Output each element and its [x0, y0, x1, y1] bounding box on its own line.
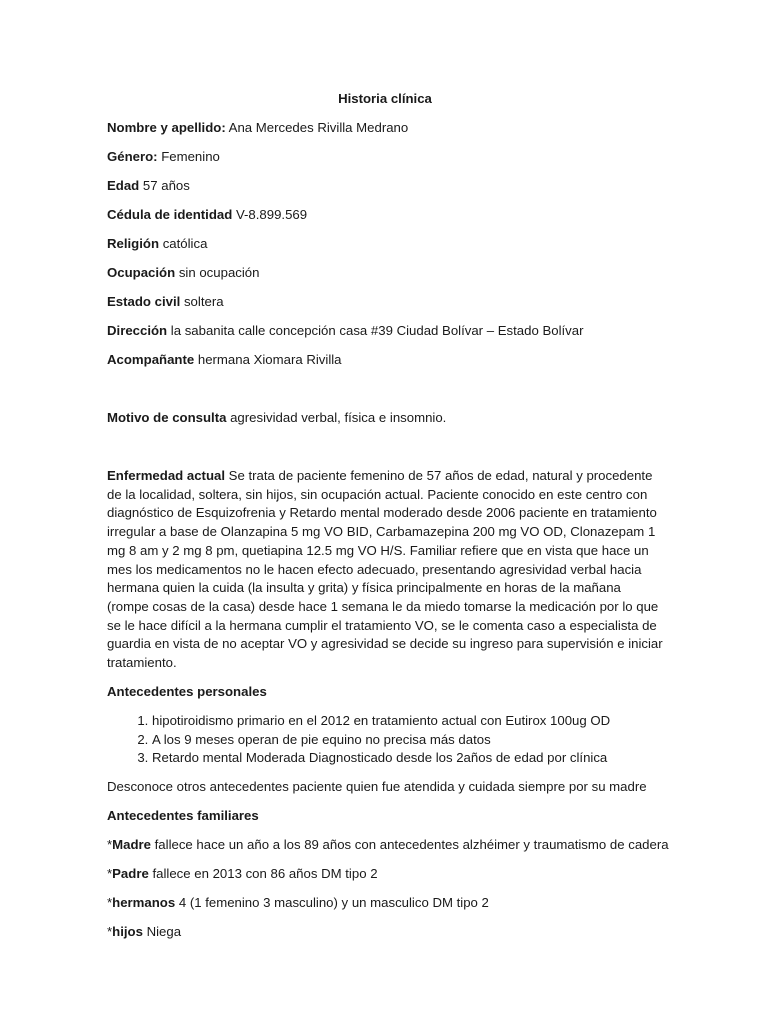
field-label: Estado civil: [107, 294, 181, 309]
antecedentes-personales-note: Desconoce otros antecedentes paciente quien fue atendida y cuidada siempre por su madre: [107, 779, 647, 795]
field-label: Ocupación: [107, 265, 176, 280]
field-label: Dirección: [107, 323, 168, 338]
field-value: católica: [159, 236, 208, 251]
antecedentes-personales-heading: Antecedentes personales: [107, 684, 267, 700]
familiar-value: fallece hace un año a los 89 años con antecedentes alzhéimer y traumatismo de cadera: [150, 837, 669, 853]
field-value: 57 años: [139, 178, 190, 193]
bullet-prefix: *: [107, 837, 113, 853]
antecedentes-personales-list: [107, 712, 663, 768]
familiar-value: 4 (1 femenino 3 masculino) y un masculico DM tipo 2: [175, 895, 489, 911]
familiar-label: Madre: [112, 837, 151, 853]
field-nombre: [107, 119, 663, 138]
enfermedad-label: Enfermedad actual: [107, 468, 225, 483]
field-direccion: [107, 322, 663, 341]
field-value: Ana Mercedes Rivilla Medrano: [225, 120, 409, 135]
field-religion: [107, 235, 663, 254]
list-item: 3. Retardo mental Moderada Diagnosticado desde los 2años de edad por clínica: [152, 749, 663, 768]
enfermedad-text: Se trata de paciente femenino de 57 años de edad, natural y procedente de la localidad, soltera, sin hijos, sin ocupación actual. Paciente conocido en este centro con diagnóstico de Esquizofrenia y Retardo mental moderado desde 2006 paciente en tratamiento irregular a base de Olanzapina 5 mg VO BID, Carbamazepina 200 mg VO OD, Clonazepam 1 mg 8 am y 2 mg 8 pm, quetiapina 12.5 mg VO H/S. Familiar refiere que en vista que hace un mes los medicamentos no le hacen efecto adecuado, presentando agresividad verbal hacia hermana quien la cuida (la insulta y grita) y física principalmente en horas de la mañana (rompe cosas de la casa) desde hace 1 semana le da miedo tomarse la medicación por lo que se le hace difícil a la hermana cumplir el tratamiento VO, se le comenta caso a especialista de guardia en vista de no aceptar VO y agresividad se decide su ingreso para supervisión e iniciar tratamiento.: [107, 468, 663, 671]
field-ocupacion: [107, 264, 663, 283]
motivo-consulta: [107, 409, 663, 428]
familiar-label: hermanos: [112, 895, 176, 911]
list-item: 2. A los 9 meses operan de pie equino no precisa más datos: [152, 731, 663, 750]
field-value: Femenino: [157, 149, 220, 164]
field-genero: [107, 148, 663, 167]
spacer: [107, 438, 663, 467]
familiar-hermanos: [107, 894, 663, 913]
field-edad: [107, 177, 663, 196]
bullet-prefix: *: [107, 895, 113, 911]
familiar-madre: [107, 836, 669, 855]
enfermedad-actual: [107, 467, 663, 673]
motivo-label: Motivo de consulta: [107, 410, 227, 425]
field-value: soltera: [180, 294, 224, 309]
field-label: Género:: [107, 149, 158, 164]
spacer: [107, 380, 663, 409]
familiar-hijos: [107, 923, 663, 942]
antecedentes-familiares-heading: Antecedentes familiares: [107, 808, 259, 824]
field-acompanante: [107, 351, 663, 370]
field-value: V-8.899.569: [232, 207, 308, 222]
field-label: Acompañante: [107, 352, 195, 367]
field-label: Religión: [107, 236, 160, 251]
field-label: Edad: [107, 178, 140, 193]
field-value: hermana Xiomara Rivilla: [194, 352, 342, 367]
familiar-label: Padre: [112, 866, 149, 882]
familiar-padre: [107, 865, 663, 884]
field-cedula: [107, 206, 663, 225]
familiar-label: hijos: [112, 924, 143, 940]
field-label: Nombre y apellido:: [107, 120, 226, 135]
familiar-value: Niega: [142, 924, 182, 940]
document-title: Historia clínica: [338, 91, 432, 106]
motivo-value: agresividad verbal, física e insomnio.: [226, 410, 447, 425]
bullet-prefix: *: [107, 924, 113, 940]
field-estado-civil: [107, 293, 663, 312]
field-value: la sabanita calle concepción casa #39 Ciudad Bolívar – Estado Bolívar: [167, 323, 584, 338]
familiar-value: fallece en 2013 con 86 años DM tipo 2: [148, 866, 378, 882]
bullet-prefix: *: [107, 866, 113, 882]
field-label: Cédula de identidad: [107, 207, 233, 222]
document-page: [107, 90, 669, 952]
field-value: sin ocupación: [175, 265, 260, 280]
list-item: 1. hipotiroidismo primario en el 2012 en tratamiento actual con Eutirox 100ug OD: [152, 712, 663, 731]
